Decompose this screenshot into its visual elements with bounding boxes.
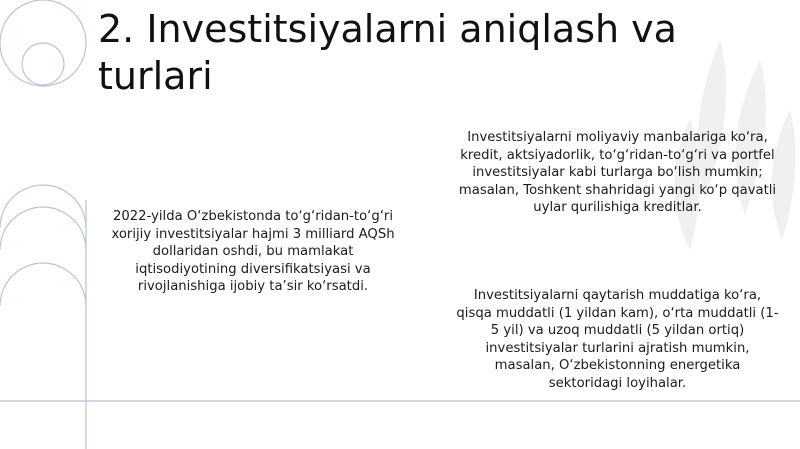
payback-period-paragraph: Investitsiyalarni qaytarish muddatiga ko‘ra, qisqa muddatli (1 yildan kam), o‘rta muddatli (1- 5 yil) va uzoq muddatli (5 yildan ortiq) investitsiyalar turlarini ajratish mumkin, masalan, O‘zbekistonning energetika sektoridagi loyihalar. (456, 288, 779, 391)
decor-arc-3 (0, 263, 86, 306)
slide-title: 2. Investitsiyalarni aniqlash va turlari (98, 7, 677, 98)
financing-sources-paragraph: Investitsiyalarni moliyaviy manbalariga ko‘ra, kredit, aktsiyadorlik, to‘g‘ridan-to‘g‘ri va portfel investitsiyalar kabi turlarga bo‘lish mumkin; masalan, Toshkent shahridagi yangi ko‘p qavatli uylar qurilishiga kreditlar. (458, 130, 777, 216)
decor-circle-large (0, 0, 86, 86)
decor-arc-1 (0, 185, 86, 228)
decor-arc-2 (0, 207, 86, 250)
decor-circle-small (22, 43, 64, 85)
fdi-paragraph: 2022-yilda O‘zbekistonda to‘g‘ridan-to‘g‘ri xorijiy investitsiyalar hajmi 3 milliard AQSh dollaridan oshdi, bu mamlakat iqtisodiyotining diversifikatsiyasi va rivojlanishiga ijobiy ta’sir ko‘rsatdi. (111, 209, 395, 295)
